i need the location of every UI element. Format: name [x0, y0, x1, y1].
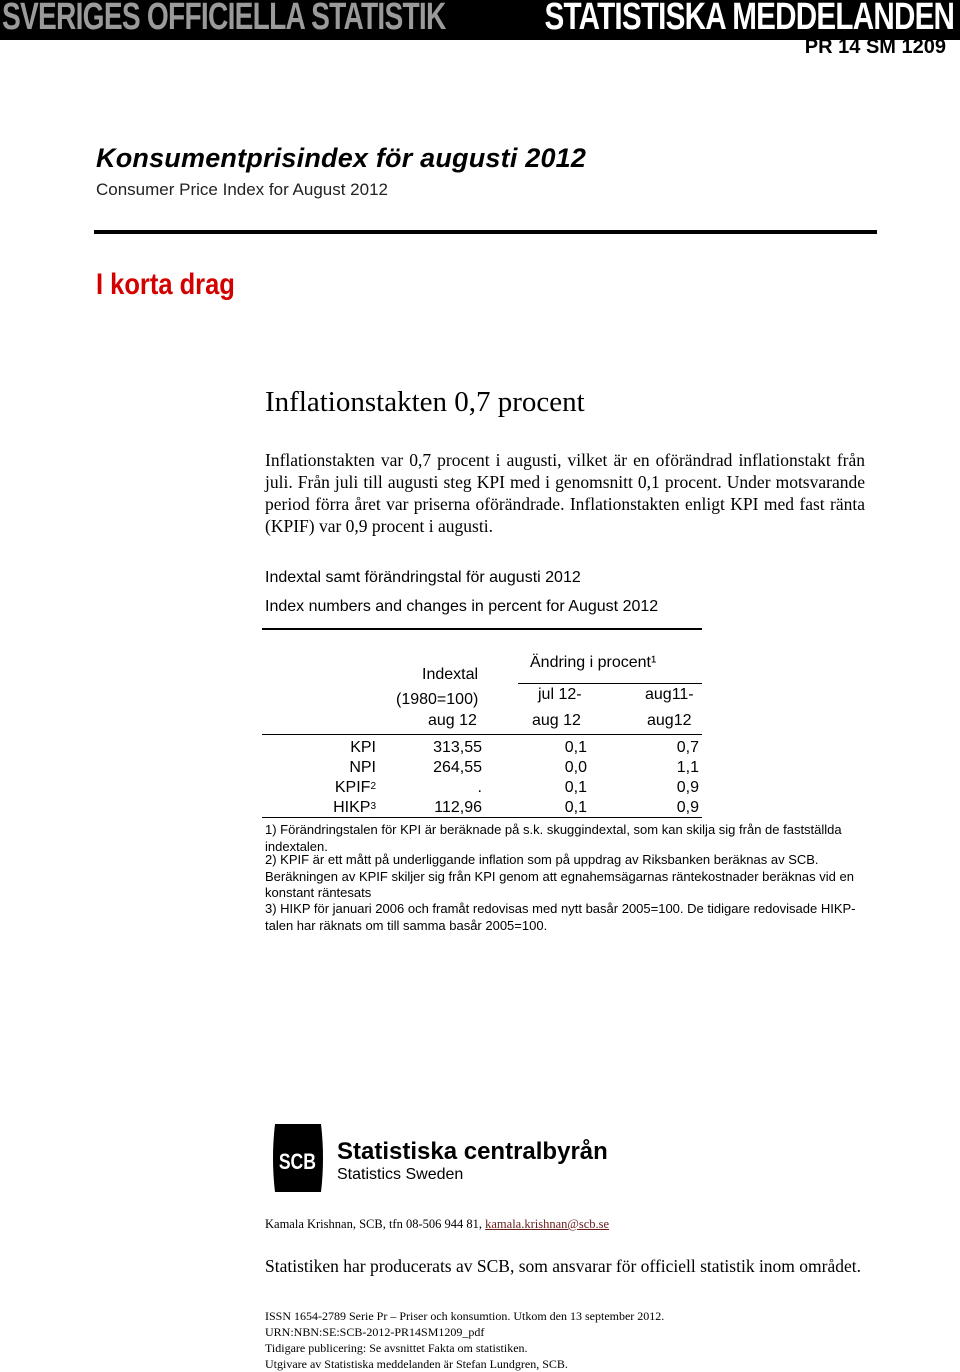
- statistical-reports-title: STATISTISKA MEDDELANDEN: [544, 0, 954, 38]
- row-index: .: [477, 779, 482, 796]
- urn: URN:NBN:SE:SCB-2012-PR14SM1209_pdf: [265, 1325, 485, 1339]
- column-header-base: (1980=100): [396, 691, 479, 708]
- row-change-month: 0,1: [564, 739, 587, 756]
- row-change-year: 0,9: [676, 799, 699, 816]
- row-label: KPI: [350, 739, 376, 756]
- table-top-rule: [262, 628, 702, 630]
- row-index: 264,55: [433, 759, 482, 776]
- svg-text:SCB: SCB: [278, 1150, 316, 1175]
- table-title: Indextal samt förändringstal för augusti 2012: [265, 569, 581, 586]
- footnote-3: 3) HIKP för januari 2006 och framåt redovisas med nytt basår 2005=100. De tidigare redovisade HIKP-talen har räknats om till samma basår 2005=100.: [265, 901, 856, 933]
- column-header-index-period: aug 12: [428, 712, 477, 729]
- contact-text: Kamala Krishnan, SCB, tfn 08-506 944 81,: [265, 1217, 486, 1231]
- table-header-rule: [262, 734, 702, 735]
- column-header-month-to: aug 12: [532, 712, 581, 729]
- official-statistics-title: SVERIGES OFFICIELLA STATISTIK: [2, 0, 446, 38]
- table-row: [262, 779, 702, 799]
- row-label: NPI: [349, 759, 376, 776]
- summary-label: I korta drag: [96, 268, 235, 301]
- table-row: [262, 739, 702, 759]
- column-header-month-from: jul 12-: [538, 686, 582, 703]
- column-header-year-from: aug11-: [645, 686, 694, 703]
- row-change-year: 0,7: [676, 739, 699, 756]
- row-change-year: 1,1: [676, 759, 699, 776]
- row-change-month: 0,1: [564, 799, 587, 816]
- publication-info: ISSN 1654-2789 Serie Pr – Priser och konsumtion. Utkom den 13 september 2012.: [265, 1309, 665, 1323]
- section-heading: Inflationstakten 0,7 procent: [265, 386, 585, 418]
- table-row: [262, 759, 702, 779]
- row-label: HIKP$^3$: [333, 799, 376, 816]
- column-header-year-to: aug12: [647, 712, 692, 729]
- table-row: [262, 799, 702, 819]
- series-number: PR 14 SM 1209: [804, 36, 946, 58]
- section-body: Inflationstakten var 0,7 procent i augusti, vilket är en oförändrad inflationstakt från juli. Från juli till augusti steg KPI med i genomsnitt 0,1 procent. Under motsvarande period förra året var priserna oförändrade. Inflationstakten enligt KPI med fast ränta (KPIF) var 0,9 procent i augusti.: [265, 450, 865, 536]
- title-divider: [94, 230, 877, 234]
- row-index: 112,96: [434, 799, 482, 816]
- agency-name-english: Statistics Sweden: [337, 1166, 464, 1183]
- table-bottom-rule: [262, 817, 702, 818]
- footnote-1: 1) Förändringstalen för KPI är beräknade på s.k. skuggindextal, som kan skilja sig från de fastställda indextalen.: [265, 822, 842, 854]
- producer-statement: Statistiken har producerats av SCB, som ansvarar för officiell statistik inom området.: [265, 1256, 862, 1276]
- row-change-year: 0,9: [676, 779, 699, 796]
- scb-logo: [267, 1118, 627, 1198]
- column-header-change: Ändring i procent¹: [530, 654, 657, 671]
- scb-logo-mark: [267, 1118, 327, 1198]
- report-subtitle: Consumer Price Index for August 2012: [96, 180, 388, 199]
- agency-name: Statistiska centralbyrån: [337, 1138, 608, 1165]
- row-change-month: 0,1: [564, 779, 587, 796]
- row-change-month: 0,0: [564, 759, 587, 776]
- row-index: 313,55: [433, 739, 482, 756]
- footnote-2: 2) KPIF är ett mått på underliggande inflation som på uppdrag av Riksbanken beräknas av SCB. Beräkningen av KPIF skiljer sig från KPI genom att egnahemsägarnas räntekostnader beräknas vid en konstant räntesats: [265, 852, 854, 900]
- contact-line: [265, 1217, 609, 1232]
- column-header-index: Indextal: [422, 666, 479, 683]
- header-banner: [0, 0, 960, 40]
- change-header-rule: [518, 683, 702, 684]
- contact-email-link[interactable]: kamala.krishnan@scb.se: [485, 1217, 610, 1231]
- row-label: KPIF$^2$: [334, 779, 376, 796]
- publisher: Utgivare av Statistiska meddelanden är Stefan Lundgren, SCB.: [265, 1357, 568, 1371]
- table-subtitle: Index numbers and changes in percent for August 2012: [265, 598, 659, 615]
- previous-publication: Tidigare publicering: Se avsnittet Fakta om statistiken.: [265, 1341, 528, 1355]
- report-title: Konsumentprisindex för augusti 2012: [96, 143, 587, 173]
